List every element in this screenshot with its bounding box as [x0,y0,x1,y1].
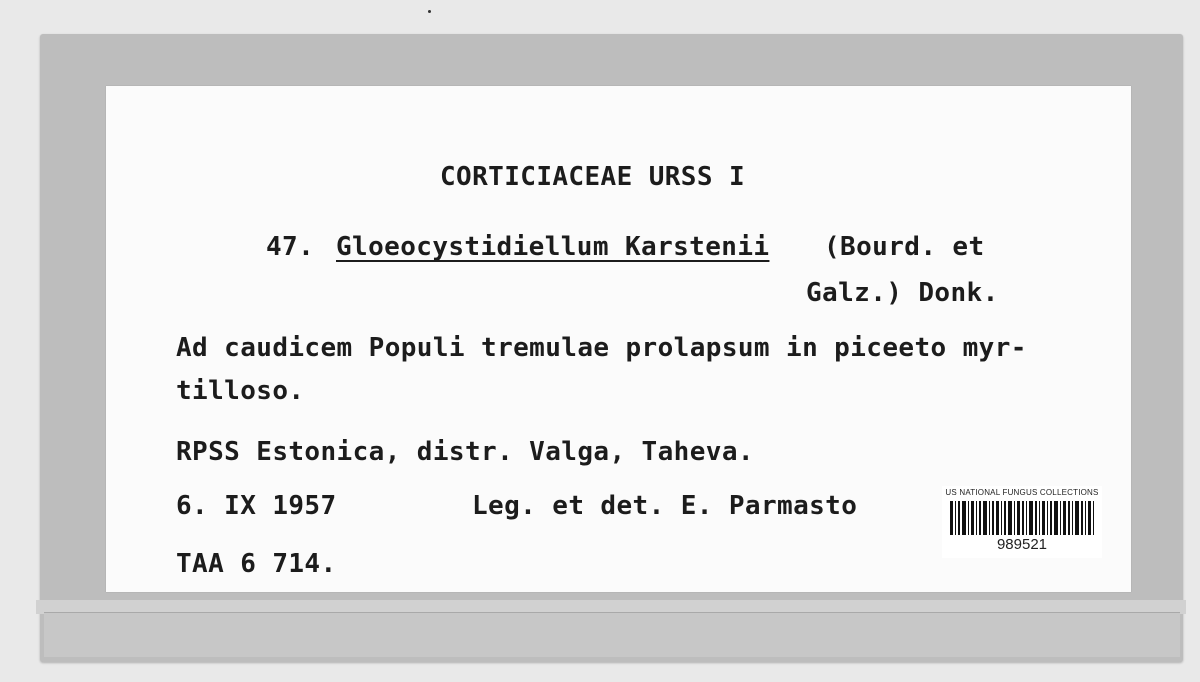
herbarium-label [106,86,1131,592]
barcode-sticker [942,486,1102,558]
packet-bottom-flap [44,612,1180,657]
barcode-bars [950,501,1094,535]
accession-number: TAA 6 714. [176,549,337,579]
habitat-line-2: tilloso. [176,376,305,406]
habitat-line-1: Ad caudicem Populi tremulae prolapsum in piceeto myr- [176,333,1027,363]
barcode-number: 989521 [996,536,1048,553]
species-name: Gloeocystidiellum Karstenii [336,232,770,262]
dust-speck [428,10,431,13]
barcode-caption: US NATIONAL FUNGUS COLLECTIONS [945,488,1099,497]
authority-line-1: (Bourd. et [824,232,985,262]
collection-date: 6. IX 1957 [176,491,337,521]
collector: Leg. et det. E. Parmasto [472,491,858,521]
exsiccata-number: 47. [266,232,315,262]
series-header: CORTICIACEAE URSS I [440,162,746,192]
locality: RPSS Estonica, distr. Valga, Taheva. [176,437,754,467]
authority-line-2: Galz.) Donk. [806,278,999,308]
